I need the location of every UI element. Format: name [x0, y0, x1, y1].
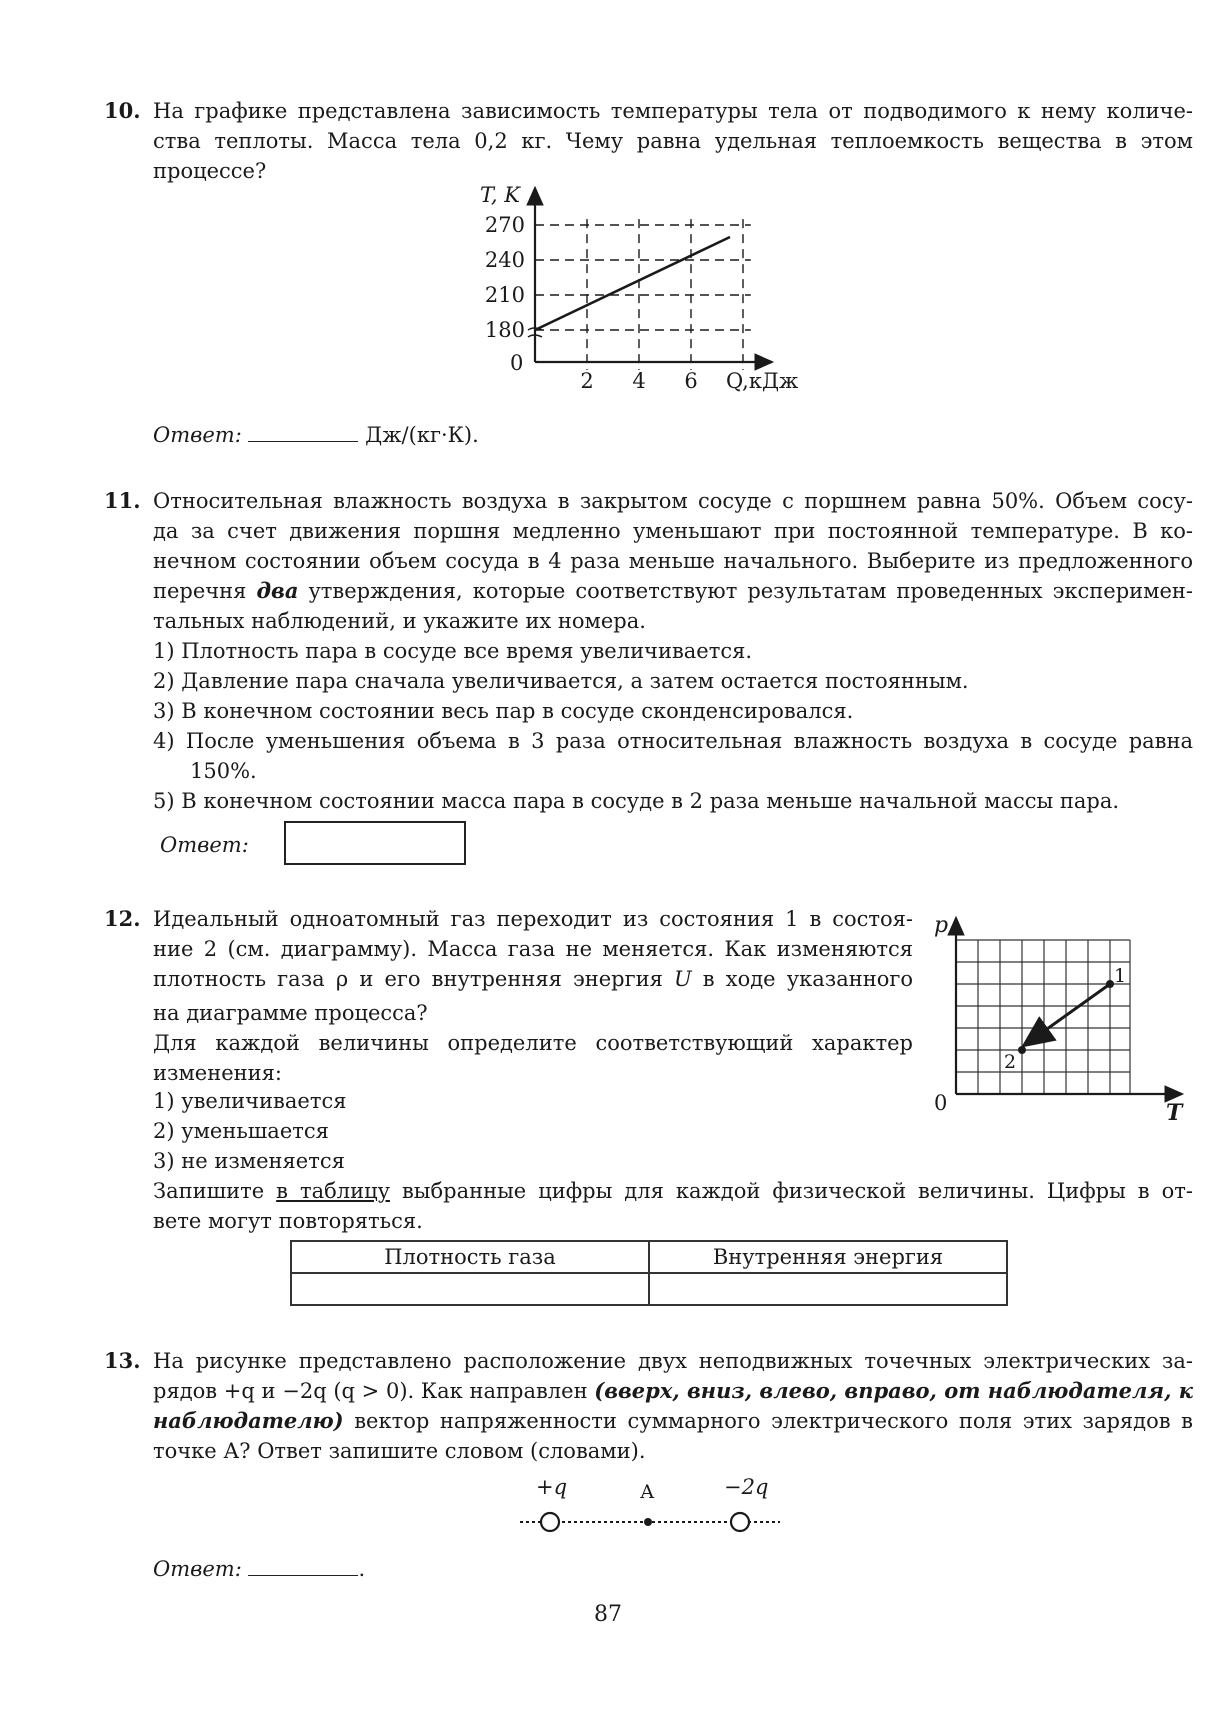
q13-line-2-pre: рядов +q и −2q (q > 0). Как направлен [153, 1379, 595, 1403]
q10-x-label: Q,кДж [726, 369, 799, 393]
q12-axis-t-label: T [1166, 1100, 1183, 1120]
q13-line-3 [153, 1406, 1193, 1436]
q13-point-a-dot [644, 1518, 652, 1526]
q12-point-2-dot [1018, 1046, 1026, 1054]
q12-point-1-dot [1106, 980, 1114, 988]
q12-line-2: ние 2 (см. диаграмму). Масса газа не меняется. Как изменяются [153, 937, 913, 961]
q13-number: 13. [104, 1348, 141, 1373]
q12-line-5: Для каждой величины определите соответствующий характер [153, 1031, 913, 1055]
q12-option-3: 3) не изменяется [153, 1149, 345, 1173]
q12-option-1: 1) увеличивается [153, 1089, 347, 1113]
q13-line-3-post: вектор напряженности суммарного электрического поля этих зарядов в [343, 1409, 1193, 1433]
q11-option-1: 1) Плотность пара в сосуде все время увеличивается. [153, 639, 753, 663]
q10-y-tick-210: 210 [484, 283, 525, 307]
q11-option-5: 5) В конечном состоянии масса пара в сосуде в 2 раза меньше начальной массы пара. [153, 789, 1120, 813]
q12-point-2-label: 2 [1004, 1051, 1017, 1073]
q11-option-3: 3) В конечном состоянии весь пар в сосуде сконденсировался. [153, 699, 854, 723]
q10-data-line [535, 237, 730, 330]
q13-line-4: точке А? Ответ запишите словом (словами). [153, 1439, 646, 1463]
q10-x-tick-6: 6 [684, 369, 698, 393]
q12-header-density: Плотность газа [291, 1241, 649, 1273]
q12-line-6: изменения: [153, 1061, 282, 1085]
q13-point-a-label: А [640, 1481, 655, 1503]
q11-emph-two: два [256, 578, 299, 603]
q12-u: U [673, 967, 692, 991]
q13-answer [153, 1554, 365, 1584]
q13-text [153, 1346, 1193, 1466]
q10-x-tick-4: 4 [632, 369, 646, 393]
q10-answer-blank[interactable] [248, 423, 358, 442]
q10-y-tick-270: 270 [484, 213, 525, 237]
q13-charge-plus-label: +q [536, 1475, 568, 1499]
q12-instruction-line-2: вете могут повторяться. [153, 1209, 423, 1233]
q11-option-2: 2) Давление пара сначала увеличивается, а затем остается постоянным. [153, 669, 969, 693]
q13-options-part-1: (вверх, вниз, влево, вправо, от наблюдателя, к [594, 1378, 1193, 1403]
q12-cell-energy[interactable] [649, 1273, 1007, 1305]
q10-number: 10. [104, 98, 141, 123]
q13-charge-plus-icon [541, 1513, 559, 1531]
q11-line-2: да за счет движения поршня медленно уменьшают при постоянной температуре. В ко- [153, 519, 1193, 543]
q10-answer-unit: Дж/(кг·К). [365, 423, 479, 447]
q12-line-1: Идеальный одноатомный газ переходит из состояния 1 в состоя- [153, 907, 913, 931]
page-number: 87 [594, 1602, 622, 1627]
q10-y-tick-240: 240 [484, 248, 525, 272]
q13-line-1: На рисунке представлено расположение двух неподвижных точечных электрических за- [153, 1349, 1193, 1373]
q12-line-4: на диаграмме процесса? [153, 1001, 428, 1025]
q13-charge-minus-label: −2q [724, 1475, 769, 1499]
q11-line-5: тальных наблюдений, и укажите их номера. [153, 609, 646, 633]
q10-chart [470, 180, 830, 400]
q12-line-3-mid: и его внутренняя энергия [348, 967, 674, 991]
q13-figure [510, 1470, 790, 1550]
q12-line-3-pre: плотность газа [153, 967, 336, 991]
q10-line-1: На графике представлена зависимость температуры тела от подводимого к нему количе- [153, 99, 1193, 123]
q10-line-3: процессе? [153, 159, 267, 183]
q11-option-4-cont: 150%. [190, 759, 257, 783]
q12-diagram [930, 910, 1190, 1120]
q12-option-2: 2) уменьшается [153, 1119, 329, 1143]
q12-instr-post: выбранные цифры для каждой физической величины. Цифры в от- [389, 1179, 1193, 1203]
q10-line-2: ства теплоты. Масса тела 0,2 кг. Чему равна удельная теплоемкость вещества в этом [153, 129, 1193, 153]
q12-text [153, 904, 913, 1088]
q10-x-tick-2: 2 [580, 369, 594, 393]
q10-y-tick-180: 180 [484, 318, 525, 342]
q13-answer-blank[interactable] [248, 1557, 358, 1576]
q13-charge-minus-icon [731, 1513, 749, 1531]
q12-header-energy: Внутренняя энергия [649, 1241, 1007, 1273]
q12-line-3-post: в ходе указанного [691, 967, 913, 991]
q11-answer-label: Ответ: [160, 833, 249, 857]
q13-options-part-2: наблюдателю) [153, 1408, 344, 1433]
q12-rho: ρ [335, 967, 349, 991]
q13-line-2 [153, 1376, 1193, 1406]
q12-cell-density[interactable] [291, 1273, 649, 1305]
q11-text [153, 486, 1193, 636]
q12-instruction-line-1 [153, 1176, 1193, 1206]
q12-line-3 [153, 964, 913, 994]
q12-instr-underlined: в таблицу [276, 1179, 390, 1203]
q12-point-1-label: 1 [1114, 965, 1127, 987]
q11-line-4-post: утверждения, которые соответствуют результатам проведенных эксперимен- [298, 579, 1193, 603]
q11-option-4: 4) После уменьшения объема в 3 раза относительная влажность воздуха в сосуде равна [153, 729, 1193, 753]
q13-answer-period: . [358, 1557, 366, 1581]
q10-answer [153, 420, 479, 450]
q11-number: 11. [104, 488, 141, 513]
q10-origin-label: 0 [510, 351, 524, 375]
q12-grid [956, 940, 1130, 1094]
q12-instr-pre: Запишите [153, 1179, 277, 1203]
q10-y-label: T, K [480, 183, 520, 207]
q12-answer-table [290, 1240, 1008, 1306]
q12-axis-p-label: p [934, 913, 949, 938]
q11-line-4 [153, 576, 1193, 606]
q13-answer-label: Ответ: [153, 1557, 242, 1581]
q12-process-arrow [1026, 984, 1110, 1044]
q11-line-1: Относительная влажность воздуха в закрытом сосуде с поршнем равна 50%. Объем сосу- [153, 489, 1193, 513]
q11-answer-cell-1[interactable] [284, 821, 378, 865]
q11-line-4-pre: перечня [153, 579, 257, 603]
q12-number: 12. [104, 906, 141, 931]
q12-origin-label: 0 [934, 1091, 948, 1115]
q11-line-3: нечном состоянии объем сосуда в 4 раза меньше начального. Выберите из предложенного [153, 549, 1193, 573]
q11-answer-cell-2[interactable] [374, 821, 466, 865]
q12-instruction [153, 1176, 1193, 1236]
q10-text [153, 96, 1193, 186]
q10-answer-label: Ответ: [153, 423, 242, 447]
